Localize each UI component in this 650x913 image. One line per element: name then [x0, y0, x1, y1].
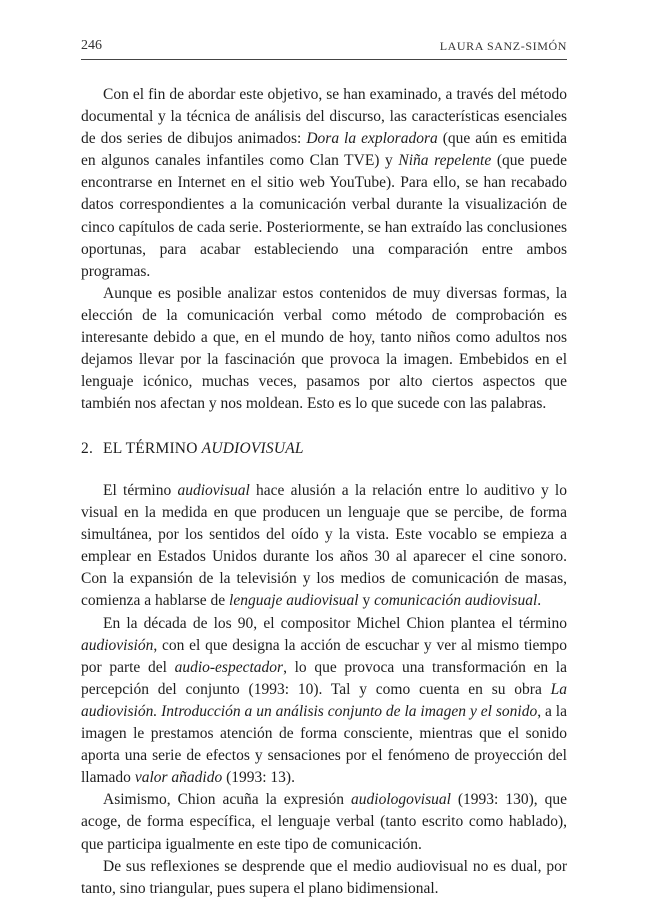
text-run: , lo que provoca una transformación en la percepción del conjunto (1993: 10). Tal y como cuenta en su obra	[81, 658, 567, 698]
running-head	[81, 38, 567, 56]
italic-term: audiovisual	[177, 482, 250, 499]
text-run: hace alusión a la relación entre lo auditivo y lo visual en la medida en que producen un lenguaje que se percibe, de forma simultánea, por los sentidos del oído y la vista. Este vocablo se empieza a emplear en Estados Unidos durante los años 30 al aparecer el cine sonoro. Con la expansión de la televisión y los medios de comunicación de masas, comienza a hablarse de	[81, 482, 567, 610]
italic-term: audiovisión	[81, 636, 154, 654]
text-run: .	[537, 592, 542, 610]
text-run: y	[358, 592, 375, 610]
section-title: EL TÉRMINO	[103, 440, 202, 457]
section-heading	[81, 438, 567, 460]
text-run: , a la imagen le prestamos atención de forma consciente, mientras que el sonido aporta una serie de efectos y sensaciones por el fenómeno de proyección del llamado	[81, 702, 567, 787]
text-run: En la década de los 90, el compositor Michel Chion plantea el término	[103, 614, 567, 632]
header-rule	[81, 59, 567, 60]
text-run: (1993: 13).	[222, 769, 295, 787]
text-run: (1993: 130), que acoge, de forma específica, el lenguaje verbal (tanto escrito como hablado), que participa igualmente en este tipo de comunicación.	[81, 791, 567, 853]
section-number: 2.	[81, 440, 94, 457]
page-number: 246	[81, 38, 102, 53]
italic-term: valor añadido	[134, 769, 223, 787]
running-head-author: LAURA SANZ-SIMÓN	[439, 39, 567, 53]
series-title: Dora la exploradora	[306, 130, 438, 148]
italic-term: lenguaje audiovisual	[229, 592, 359, 610]
text-run: (que puede encontrarse en Internet en el sitio web YouTube). Para ello, se han recabado datos correspondientes a la comunicación verbal durante la visualización de cinco capítulos de cada serie. Posteriormente, se han extraído las conclusiones oportunas, para acabar estableciendo una comparación entre ambos programas.	[81, 152, 567, 280]
paragraph: Aunque es posible analizar estos contenidos de muy diversas formas, la elección de la comunicación verbal como método de comprobación es interesante debido a que, en el mundo de hoy, tanto niños como adultos nos dejamos llevar por la fascinación que provoca la imagen. Embebidos en el lenguaje icónico, muchas veces, pasamos por alto ciertos aspectos que también nos afectan y nos moldean. Esto es lo que sucede con las palabras.	[81, 284, 567, 413]
paragraph	[81, 789, 567, 855]
paragraph: De sus reflexiones se desprende que el medio audiovisual no es dual, por tanto, sino triangular, pues supera el plano bidimensional.	[81, 857, 567, 897]
text-run: Con el fin de abordar este objetivo, se han examinado, a través del método documental y la técnica de análisis del discurso, las características esenciales de dos series de dibujos animados:	[81, 86, 567, 148]
italic-term: audiologovisual	[351, 791, 451, 809]
section-title-italic: AUDIOVISUAL	[201, 440, 304, 457]
paragraph	[81, 480, 567, 613]
text-run: , con el que designa la acción de escuchar y ver al mismo tiempo por parte del	[81, 636, 567, 676]
paragraph	[81, 613, 567, 790]
italic-term: comunicación audiovisual	[374, 592, 538, 610]
text-run: El término	[103, 482, 178, 499]
text-run: Asimismo, Chion acuña la expresión	[103, 791, 352, 809]
text-run: (que aún es emitida en algunos canales infantiles como Clan TVE) y	[81, 130, 567, 170]
paragraph	[81, 84, 567, 283]
book-title: La audiovisión. Introducción a un análisis conjunto de la imagen y el sonido	[81, 680, 567, 720]
italic-term: audio-espectador	[174, 658, 284, 676]
intro-text	[81, 84, 567, 415]
section-body	[81, 480, 567, 900]
series-title: Niña repelente	[398, 152, 492, 170]
